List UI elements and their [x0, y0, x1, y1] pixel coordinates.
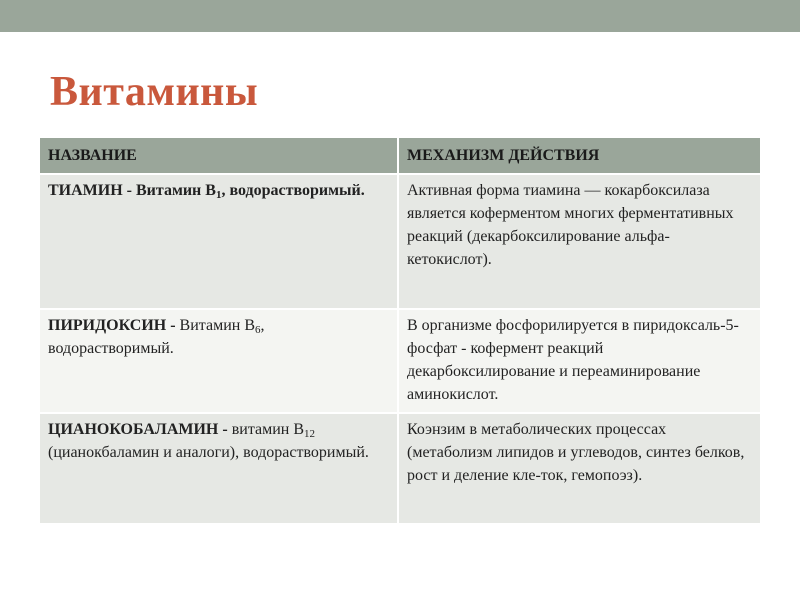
vitamin-name: ЦИАНОКОБАЛАМИН - — [48, 421, 232, 438]
vitamin-solubility: , водорастворимый. — [48, 317, 265, 357]
vitamin-name-cell — [40, 309, 398, 413]
vitamin-name: ПИРИДОКСИН - — [48, 317, 180, 334]
mechanism-cell: В организме фосфорилируется в пиридоксаль-5-фосфат - кофермент реакций декарбоксилирование и переаминирование аминокислот. — [398, 309, 760, 413]
vitamin-solubility: (цианокбаламин и аналоги), водорастворимый. — [48, 444, 369, 461]
vitamins-table — [40, 138, 760, 523]
header-name: НАЗВАНИЕ — [40, 138, 398, 174]
mechanism-cell: Активная форма тиамина — кокарбоксилаза является коферментом многих ферментативных реакций (декарбоксилирование альфа-кетокислот). — [398, 174, 760, 309]
vitamin-solubility: , водорастворимый. — [221, 182, 365, 199]
vitamin-subscript: 1 — [215, 189, 222, 201]
vitamin-name-cell — [40, 413, 398, 523]
vitamin-label: витамин B — [231, 421, 305, 438]
header-mechanism: МЕХАНИЗМ ДЕЙСТВИЯ — [398, 138, 760, 174]
table-row — [40, 174, 760, 309]
vitamin-subscript: 12 — [304, 428, 316, 440]
table-row — [40, 413, 760, 523]
top-accent-bar — [0, 0, 800, 32]
vitamin-label: Витамин B — [179, 317, 255, 334]
slide-title: Витамины — [50, 69, 259, 115]
table-header-row — [40, 138, 760, 174]
vitamin-name: ТИАМИН - Витамин B — [48, 182, 216, 199]
vitamin-name-cell — [40, 174, 398, 309]
mechanism-cell: Коэнзим в метаболических процессах (метаболизм липидов и углеводов, синтез белков, рост и деление кле-ток, гемопоэз). — [398, 413, 760, 523]
table-row — [40, 309, 760, 413]
vitamin-subscript: 6 — [255, 324, 261, 336]
